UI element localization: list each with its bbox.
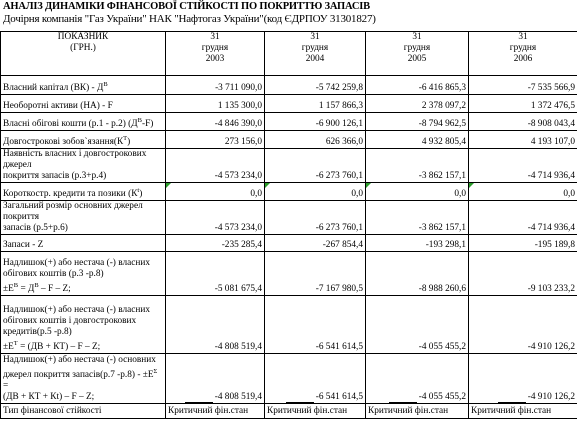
table-row [1,235,577,252]
table-row [1,354,577,404]
formula: $\pm E^Т = (ДВ + КТ) - F - Z$; [3,340,101,352]
period-header: 31 грудня 2003 [166,32,265,76]
value-cell: -3 862 157,1 [366,149,469,183]
value-cell: -4 808 519,4 [166,354,265,404]
stability-type-row [1,404,577,419]
value-cell: -4 055 455,2 [366,296,469,354]
table-row [1,95,577,113]
value-cell: 1 372 476,5 [469,95,577,113]
row-label: Наявність власних і довгострокових джерел покриття запасів (р.3+р.4) [1,149,166,183]
value-cell: -193 298,1 [366,235,469,252]
page-title: АНАЛІЗ ДИНАМІКИ ФІНАНСОВОЇ СТІЙКОСТІ ПО ПОКРИТТЮ ЗАПАСІВ [3,1,370,12]
value-cell: -4 846 390,0 [166,113,265,131]
value-cell: -267 854,4 [265,235,366,252]
value-cell: -5 081 675,4 [166,252,265,296]
value-cell: -8 908 043,4 [469,113,577,131]
value-cell: -4 573 234,0 [166,149,265,183]
indicator-header [1,32,166,76]
value-cell: 0,0 [366,183,469,201]
value-cell: -4 714 936,4 [469,149,577,183]
table-row [1,183,577,201]
value-cell: -9 103 233,2 [469,252,577,296]
period-header: 31 грудня 2004 [265,32,366,76]
value-cell: -6 273 760,1 [265,149,366,183]
value-cell: -6 541 614,5 [265,354,366,404]
value-cell: -6 273 760,1 [265,201,366,235]
table-row [1,296,577,354]
value-cell: 0,0 [469,183,577,201]
value-cell: -195 189,8 [469,235,577,252]
table-row [1,76,577,95]
type-cell: Критичний фін.стан [366,404,469,419]
type-cell: Критичний фін.стан [166,404,265,419]
row-label: Тип фінансової стійкості [1,404,166,419]
value-cell: 1 135 300,0 [166,95,265,113]
value-cell: -6 416 865,3 [366,76,469,95]
value-cell: 4 193 107,0 [469,131,577,149]
formula: $\pm E^В = Д^В - F - Z$; [3,282,71,294]
value-cell: -235 285,4 [166,235,265,252]
value-cell: -6 541 614,5 [265,296,366,354]
table-row [1,113,577,131]
row-label: Необоротні активи (НА) - F [1,95,166,113]
value-cell: 4 932 805,4 [366,131,469,149]
value-cell: 626 366,0 [265,131,366,149]
value-cell: 1 157 866,3 [265,95,366,113]
value-cell: -4 910 126,2 [469,296,577,354]
header-row [1,32,577,76]
value-cell: -4 910 126,2 [469,354,577,404]
period-header: 31 грудня 2006 [469,32,577,76]
value-cell: 2 378 097,2 [366,95,469,113]
value-cell: -7 535 566,9 [469,76,577,95]
row-label: Короткостр. кредити та позики $(К^t)$ [1,183,166,201]
type-cell: Критичний фін.стан [265,404,366,419]
row-label: Загальний розмір основних джерел покриття запасів (р.5+р.6) [1,201,166,235]
unit-label: (ГРН.) [70,43,96,53]
value-cell: -7 167 980,5 [265,252,366,296]
row-label: Надлишок(+) або нестача (-) власних обігових коштів і довгострокових кредитів(р.5 -р.8) $\pm E^Т = (ДВ + КТ) - F - Z$; [1,296,166,354]
page-subtitle: Дочірня компанія "Газ України" НАК "Нафтогаз України"(код ЄДРПОУ 31301827) [3,13,376,25]
value-cell: -6 900 126,1 [265,113,366,131]
table-row [1,149,577,183]
row-label: Власний капітал $(ВК) - Д^В$ [1,76,166,95]
table-row [1,252,577,296]
row-label: Надлишок(+) або нестача (-) основних джерел покриття запасів(р.7 $-р.8) - \pm E^\Sigma$ = (ДВ + КТ + Кt) – F – Z; [1,354,166,404]
type-cell: Критичний фін.стан [469,404,577,419]
indicator-label: ПОКАЗНИК [57,32,109,42]
value-cell: 0,0 [166,183,265,201]
period-header: 31 грудня 2005 [366,32,469,76]
value-cell: -8 988 260,6 [366,252,469,296]
table-row [1,131,577,149]
row-label: Довгострокові $зобов`язання(К^Т)$ [1,131,166,149]
value-cell: -8 794 962,5 [366,113,469,131]
value-cell: -4 714 936,4 [469,201,577,235]
value-cell: 273 156,0 [166,131,265,149]
row-label: Власні обігові кошти (р.1 - р.2) $(Д^В-F)$ [1,113,166,131]
row-label: Надлишок(+) або нестача (-) власних обігових коштів (р.3 -р.8) $\pm E^В = Д^В - F - Z$; [1,252,166,296]
value-cell: -3 711 090,0 [166,76,265,95]
value-cell: -4 573 234,0 [166,201,265,235]
value-cell: 0,0 [265,183,366,201]
table-row [1,201,577,235]
value-cell: -4 808 519,4 [166,296,265,354]
value-cell: -3 862 157,1 [366,201,469,235]
value-cell: -4 055 455,2 [366,354,469,404]
stability-table [0,31,577,419]
row-label: Запаси - Z [1,235,166,252]
value-cell: -5 742 259,8 [265,76,366,95]
